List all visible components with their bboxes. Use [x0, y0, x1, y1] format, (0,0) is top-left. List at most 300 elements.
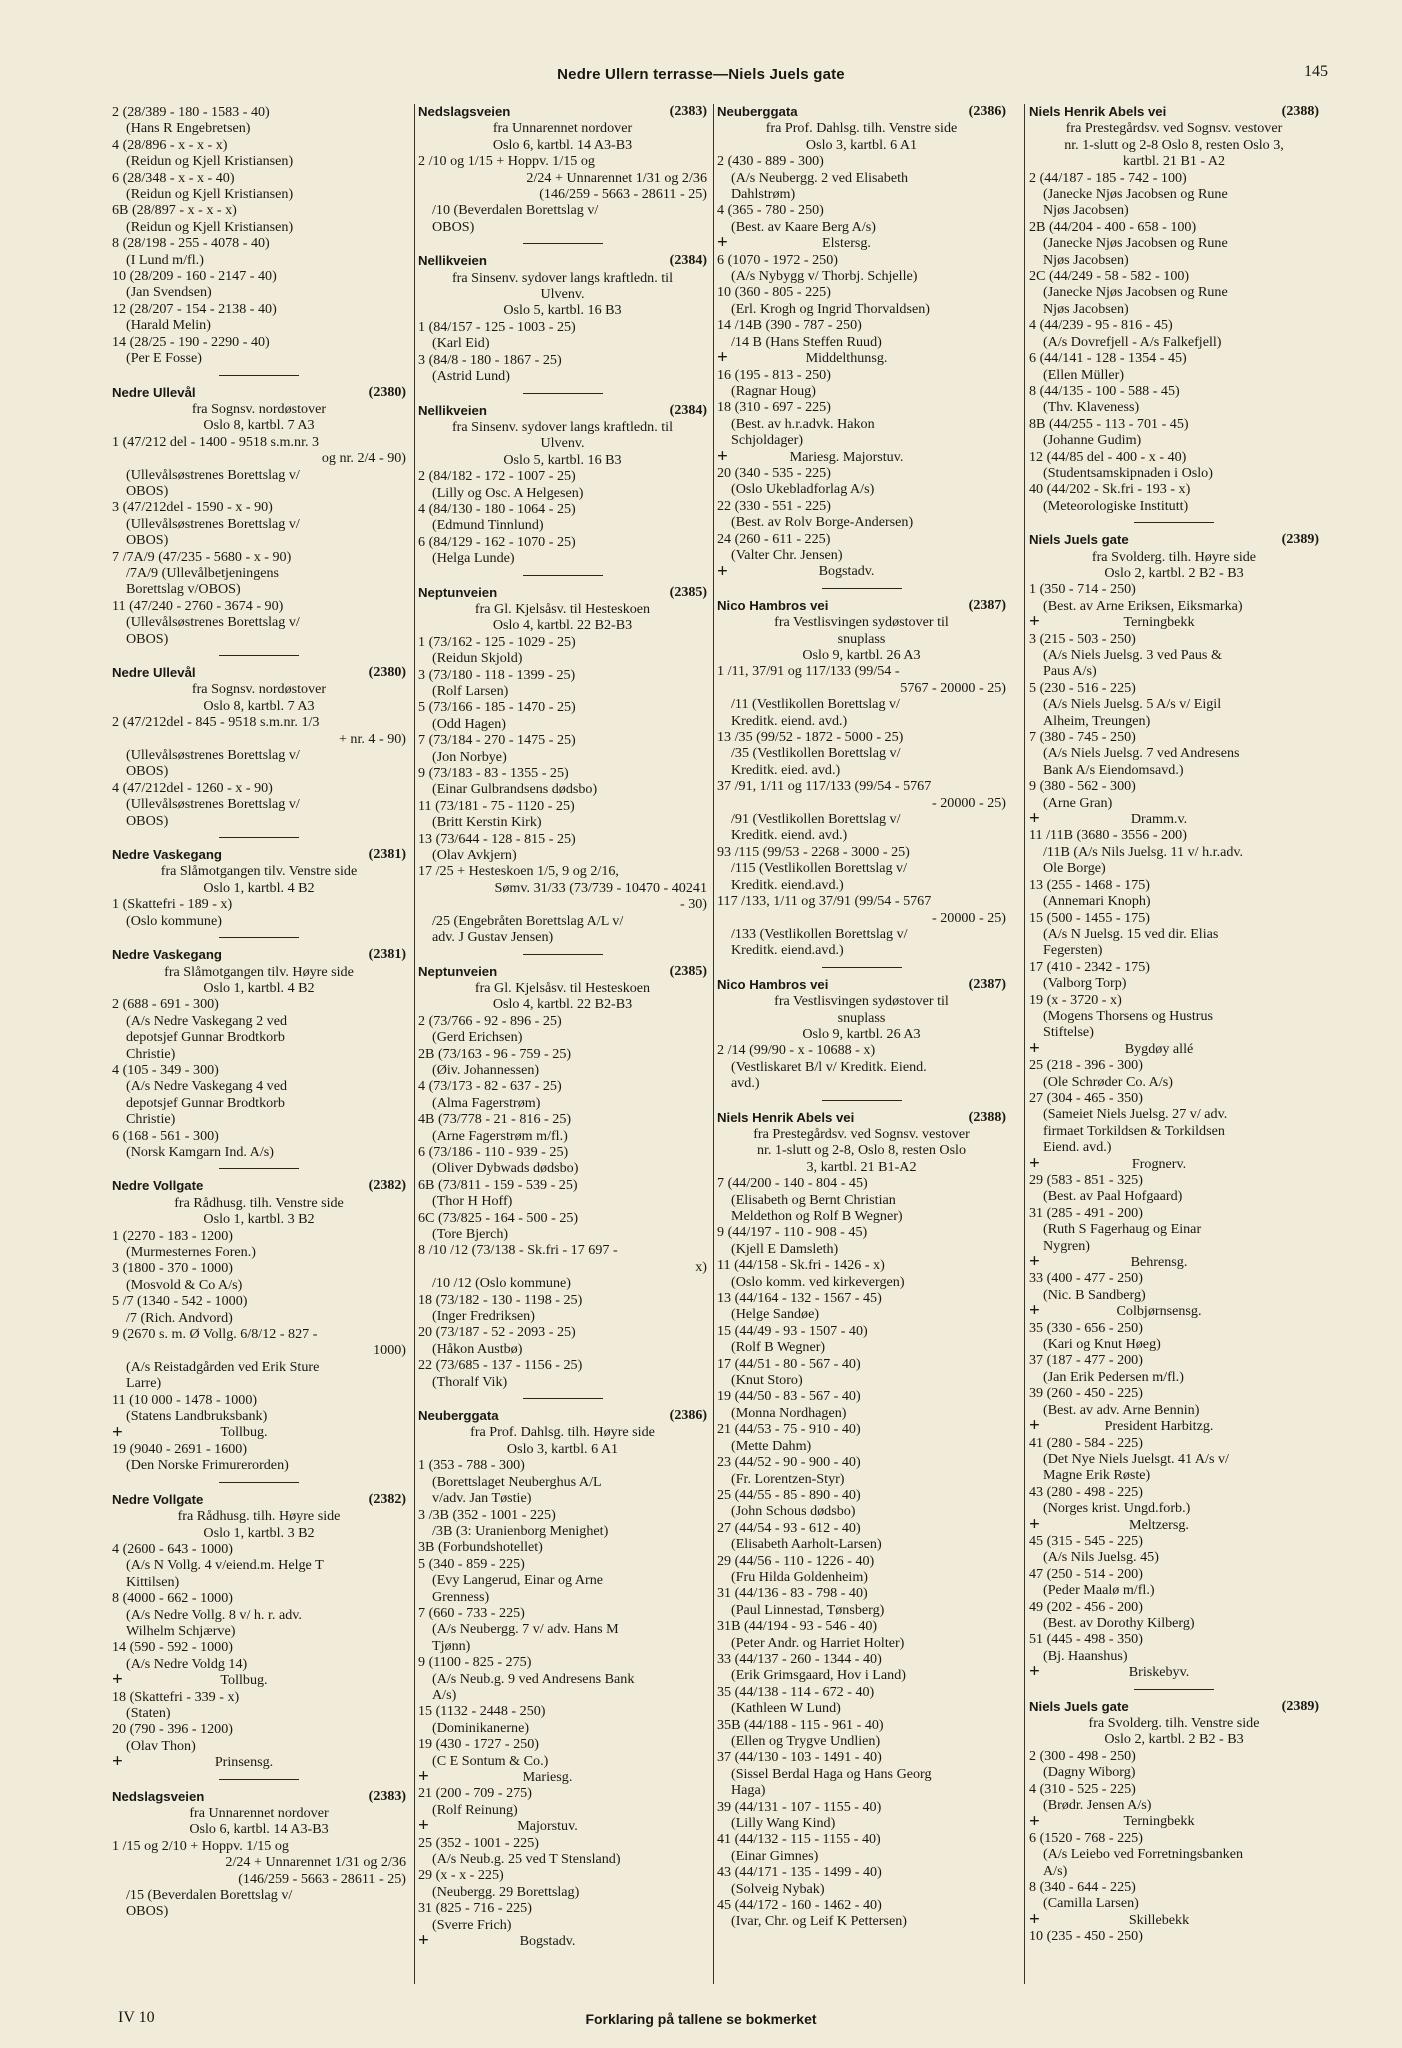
owner-line: (Janecke Njøs Jacobsen og Rune: [1043, 235, 1228, 252]
property-entry: 5 (230 - 516 - 225): [1029, 679, 1136, 696]
entry-continuation: 2/24 + Unnarennet 1/31 og 2/36: [526, 169, 707, 186]
cross-street: + Bogstadv.: [418, 1933, 707, 1949]
owner-line: (Norges krist. Ungd.forb.): [1043, 1500, 1191, 1517]
property-entry: 31 (285 - 491 - 200): [1029, 1204, 1143, 1221]
street-heading: [112, 947, 406, 963]
property-entry: 117 /133, 1/11 og 37/91 (99/54 - 5767: [717, 893, 932, 910]
owner-line: (Vestliskaret B/l v/ Kreditk. Eiend.: [731, 1058, 927, 1075]
property-entry: 21 (200 - 709 - 275): [418, 1785, 532, 1802]
owner-line: (Olav Avkjern): [432, 847, 517, 864]
cross-street: + Terningbekk: [1029, 614, 1319, 630]
street-description: fra Rådhusg. tilh. Venstre side: [174, 1194, 344, 1211]
street-name: Nedre Ullevål: [112, 665, 196, 680]
owner-line: (I Lund m/fl.): [126, 251, 204, 268]
property-entry: 9 (2670 s. m. Ø Vollg. 6/8/12 - 827 -: [112, 1326, 318, 1343]
owner-line: (Kjell E Damsleth): [731, 1240, 839, 1257]
street-code: (2387): [968, 976, 1006, 992]
street-heading: [717, 598, 1006, 614]
owner-line: (Oslo kommune): [126, 912, 222, 929]
owner-line: Stiftelse): [1043, 1024, 1094, 1041]
cross-street-name: Prinsensg.: [214, 1754, 274, 1771]
street-code: (2387): [968, 597, 1006, 613]
property-entry: 3 (1800 - 370 - 1000): [112, 1260, 233, 1277]
property-entry: 33 (44/137 - 260 - 1344 - 40): [717, 1650, 882, 1667]
cross-street-name: Bogstadv.: [818, 563, 875, 580]
street-description: Oslo 2, kartbl. 2 B2 - B3: [1104, 564, 1244, 581]
cross-street: + Bogstadv.: [717, 563, 1006, 579]
owner-line: Kreditk. eiend.avd.): [731, 942, 844, 959]
owner-line: (Edmund Tinnlund): [432, 517, 544, 534]
owner-line: (A/s Nils Juelsg. 45): [1043, 1549, 1159, 1566]
street-heading: [418, 104, 707, 120]
owner-line: (Ivar, Chr. og Leif K Pettersen): [731, 1913, 907, 1930]
cross-street-name: Meltzersg.: [1129, 1516, 1189, 1533]
owner-line: (Jan Svendsen): [126, 284, 212, 301]
owner-line: depotsjef Gunnar Brodtkorb: [126, 1029, 285, 1046]
street-description: Oslo 4, kartbl. 22 B2-B3: [492, 617, 633, 634]
owner-line: (Borettslaget Neuberghus A/L: [432, 1473, 602, 1490]
owner-line: (A/s Niels Juelsg. 3 ved Paus &: [1043, 647, 1222, 663]
street-heading: [112, 1492, 406, 1508]
owner-line: (Oliver Dybwads dødsbo): [432, 1160, 579, 1177]
street-description: Oslo 5, kartbl. 16 B3: [503, 302, 622, 319]
cross-street-name: Behrensg.: [1130, 1254, 1188, 1271]
street-description: fra Unnarennet nordover: [492, 120, 633, 137]
property-entry: 18 (Skattefri - 339 - x): [112, 1688, 240, 1705]
owner-line: (Mosvold & Co A/s): [126, 1276, 243, 1293]
cross-street: + Briskebyv.: [1029, 1664, 1319, 1680]
property-entry: 4 (44/239 - 95 - 816 - 45): [1029, 317, 1173, 334]
owner-line: (Alma Fagerstrøm): [432, 1094, 541, 1111]
property-entry: 22 (73/685 - 137 - 1156 - 25): [418, 1357, 583, 1374]
street-description: fra Vestlisvingen sydøstover til: [774, 614, 949, 631]
cross-street-name: Terningbekk: [1123, 614, 1195, 631]
property-entry: 14 (28/25 - 190 - 2290 - 40): [112, 333, 270, 350]
property-entry: 2 (84/182 - 172 - 1007 - 25): [418, 468, 576, 485]
entry-continuation: + nr. 4 - 90): [338, 730, 406, 747]
owner-line: (Fr. Lorentzen-Styr): [731, 1470, 845, 1487]
street-name: Nedslagsveien: [418, 104, 511, 119]
cross-street: + Mariesg. Majorstuv.: [717, 449, 1006, 465]
property-entry: 12 (28/207 - 154 - 2138 - 40): [112, 300, 277, 317]
owner-line: (Solveig Nybak): [731, 1880, 825, 1897]
owner-line: (Neubergg. 29 Borettslag): [432, 1883, 580, 1900]
owner-line: (John Schous dødsbo): [731, 1503, 856, 1520]
street-description: fra Gl. Kjelsåsv. til Hesteskoen: [474, 979, 651, 996]
section-divider: [418, 235, 707, 253]
owner-line: (Monna Nordhagen): [731, 1404, 847, 1421]
cross-street-name: Skillebekk: [1128, 1911, 1190, 1928]
street-description: Oslo 4, kartbl. 22 B2-B3: [492, 996, 633, 1013]
property-entry: 6 (84/129 - 162 - 1070 - 25): [418, 533, 576, 550]
property-entry: 37 /91, 1/11 og 117/133 (99/54 - 5767: [717, 778, 932, 795]
owner-line: (Best. av Dorothy Kilberg): [1043, 1614, 1195, 1631]
property-entry: 7 /7A/9 (47/235 - 5680 - x - 90): [112, 548, 292, 565]
owner-line: /3B (3: Uranienborg Menighet): [432, 1522, 609, 1539]
cross-street-name: Mariesg. Majorstuv.: [789, 448, 904, 465]
owner-line: /15 (Beverdalen Borettslag v/: [126, 1887, 293, 1904]
owner-line: (Thoralf Vik): [432, 1373, 508, 1390]
property-entry: 2 (73/766 - 92 - 896 - 25): [418, 1012, 562, 1029]
entry-continuation: Sømv. 31/33 (73/739 - 10470 - 40241: [494, 879, 707, 896]
footer-note: Forklaring på tallene se bokmerket: [585, 2011, 817, 2027]
street-description: Oslo 2, kartbl. 2 B2 - B3: [1104, 1731, 1244, 1748]
property-entry: 23 (44/52 - 90 - 900 - 40): [717, 1454, 861, 1471]
owner-line: (Jan Erik Pedersen m/fl.): [1043, 1368, 1184, 1385]
cross-street-name: Frognerv.: [1131, 1155, 1187, 1172]
street-description: fra Sinsenv. sydover langs kraftledn. til: [451, 269, 673, 286]
property-entry: 1 (Skattefri - 189 - x): [112, 896, 233, 913]
street-code: (2380): [368, 665, 406, 680]
property-entry: 43 (44/171 - 135 - 1499 - 40): [717, 1864, 882, 1881]
owner-line: Nygren): [1043, 1237, 1090, 1254]
owner-line: (Valter Chr. Jensen): [731, 546, 843, 563]
cross-street-name: Terningbekk: [1123, 1813, 1195, 1830]
cross-street: + Behrensg.: [1029, 1254, 1319, 1270]
owner-line: (Studentsamskipnaden i Oslo): [1043, 464, 1213, 481]
owner-line: (Meteorologiske Institutt): [1043, 497, 1189, 514]
street-name: Neuberggata: [418, 1408, 499, 1424]
owner-line: OBOS): [126, 812, 169, 829]
property-entry: 4 (47/212del - 1260 - x - 90): [112, 779, 273, 796]
street-code: (2382): [368, 1178, 406, 1194]
owner-line: (A/s Niels Juelsg. 5 A/s v/ Eigil: [1043, 696, 1222, 713]
property-entry: 3 (47/212del - 1590 - x - 90): [112, 499, 273, 516]
owner-line: (Camilla Larsen): [1043, 1895, 1139, 1912]
street-name: Niels Juels gate: [1029, 532, 1129, 548]
owner-line: (Hans R Engebretsen): [126, 120, 251, 137]
property-entry: 35B (44/188 - 115 - 961 - 40): [717, 1716, 884, 1733]
section-divider: [112, 1160, 406, 1178]
cross-street-name: Colbjørnsensg.: [1116, 1303, 1202, 1320]
owner-line: Fegersten): [1043, 942, 1103, 959]
column-4: [1029, 104, 1319, 1994]
property-entry: 25 (352 - 1001 - 225): [418, 1834, 539, 1851]
owner-line: Bank A/s Eiendomsavd.): [1043, 761, 1184, 778]
owner-line: /25 (Engebråten Borettslag A/L v/: [432, 912, 624, 929]
property-entry: 3 (73/180 - 118 - 1399 - 25): [418, 666, 576, 683]
property-entry: 19 (x - 3720 - x): [1029, 991, 1122, 1008]
cross-street: + Mariesg.: [418, 1769, 707, 1785]
owner-line: (Øiv. Johannessen): [432, 1061, 540, 1078]
owner-line: (Thor H Hoff): [432, 1193, 513, 1210]
owner-line: (Oslo komm. ved kirkevergen): [731, 1273, 905, 1290]
property-entry: 1 (73/162 - 125 - 1029 - 25): [418, 633, 576, 650]
owner-line: (Olav Thon): [126, 1737, 196, 1754]
street-code: (2381): [368, 847, 406, 863]
owner-line: (Ragnar Houg): [731, 382, 816, 399]
owner-line: (Ruth S Fagerhaug og Einar: [1043, 1221, 1202, 1238]
owner-line: (A/s N Juelsg. 15 ved dir. Elias: [1043, 925, 1219, 942]
property-entry: 35 (44/138 - 114 - 672 - 40): [717, 1683, 875, 1700]
property-entry: 10 (28/209 - 160 - 2147 - 40): [112, 268, 277, 285]
street-code: (2385): [669, 963, 707, 979]
owner-line: (Norsk Kamgarn Ind. A/s): [126, 1143, 274, 1160]
owner-line: Kittilsen): [126, 1573, 180, 1590]
cross-street: + Frognerv.: [1029, 1156, 1319, 1172]
property-entry: 2 (28/389 - 180 - 1583 - 40): [112, 104, 270, 120]
street-description: fra Rådhusg. tilh. Høyre side: [177, 1508, 341, 1525]
owner-line: (Einar Gimnes): [731, 1847, 819, 1864]
property-entry: 6 (28/348 - x - x - 40): [112, 169, 235, 186]
property-entry: 22 (330 - 551 - 225): [717, 497, 831, 514]
street-description: fra Gl. Kjelsåsv. til Hesteskoen: [474, 600, 651, 617]
owner-line: (Helga Lunde): [432, 550, 515, 567]
owner-line: (Ullevålsøstrenes Borettslag v/: [126, 614, 300, 631]
property-entry: 14 /14B (390 - 787 - 250): [717, 317, 862, 334]
owner-line: (Arne Fagerstrøm m/fl.): [432, 1127, 568, 1144]
owner-line: Christie): [126, 1045, 176, 1062]
owner-line: (Det Nye Niels Juelsgt. 41 A/s v/: [1043, 1450, 1229, 1467]
owner-line: (Fru Hilda Goldenheim): [731, 1568, 868, 1585]
entry-continuation: og nr. 2/4 - 90): [321, 450, 406, 467]
property-entry: 2 (44/187 - 185 - 742 - 100): [1029, 169, 1187, 186]
owner-line: (A/s Nedre Voldg 14): [126, 1655, 248, 1672]
property-entry: 20 (73/187 - 52 - 2093 - 25): [418, 1324, 576, 1341]
property-entry: 25 (44/55 - 85 - 890 - 40): [717, 1486, 861, 1503]
street-name: Niels Juels gate: [1029, 1698, 1129, 1714]
street-code: (2383): [368, 1788, 406, 1804]
running-header-title: Nedre Ullern terrasse—Niels Juels gate: [557, 66, 845, 83]
entry-continuation: - 20000 - 25): [932, 794, 1006, 811]
owner-line: Haga): [731, 1782, 766, 1799]
owner-line: (Rolf B Wegner): [731, 1339, 826, 1356]
owner-line: Kreditk. eiend. avd.): [731, 712, 848, 729]
property-entry: 13 /35 (99/52 - 1872 - 5000 - 25): [717, 729, 904, 746]
property-entry: 15 (500 - 1455 - 175): [1029, 909, 1150, 926]
owner-line: (A/s Neub.g. 25 ved T Stensland): [432, 1851, 621, 1868]
owner-line: (Statens Landbruksbank): [126, 1408, 268, 1425]
property-entry: 8B (44/255 - 113 - 701 - 45): [1029, 415, 1189, 432]
cross-street: + Colbjørnsensg.: [1029, 1303, 1319, 1319]
owner-line: (Ullevålsøstrenes Borettslag v/: [126, 466, 300, 483]
property-entry: 1 (2270 - 183 - 1200): [112, 1227, 233, 1244]
street-code: (2385): [669, 584, 707, 600]
owner-line: (Mette Dahm): [731, 1437, 812, 1454]
cross-street: + President Harbitzg.: [1029, 1418, 1319, 1434]
property-entry: 2 /10 og 1/15 + Hoppv. 1/15 og: [418, 153, 595, 170]
property-entry: 37 (187 - 477 - 200): [1029, 1352, 1143, 1369]
owner-line: Eiend. avd.): [1043, 1139, 1112, 1156]
street-description: Oslo 3, kartbl. 6 A1: [805, 136, 918, 153]
owner-line: OBOS): [126, 1903, 169, 1920]
cross-street: + Prinsensg.: [112, 1754, 406, 1770]
owner-line: Larre): [126, 1375, 162, 1392]
owner-line: /10 (Beverdalen Borettslag v/: [432, 202, 599, 219]
owner-line: A/s): [432, 1686, 457, 1703]
property-entry: 2B (73/163 - 96 - 759 - 25): [418, 1045, 572, 1062]
owner-line: Grenness): [432, 1588, 490, 1605]
street-code: (2383): [669, 104, 707, 119]
owner-line: (A/s Neubergg. 7 v/ adv. Hans M: [432, 1621, 619, 1638]
property-entry: 33 (400 - 477 - 250): [1029, 1270, 1143, 1287]
column-3: [717, 104, 1006, 1994]
owner-line: (Best. av Kaare Berg A/s): [731, 218, 876, 235]
street-heading: [418, 403, 707, 419]
owner-line: (Staten): [126, 1704, 171, 1721]
property-entry: 9 (73/183 - 83 - 1355 - 25): [418, 765, 569, 782]
street-name: Nedre Vaskegang: [112, 847, 222, 863]
street-description: Oslo 6, kartbl. 14 A3-B3: [189, 1821, 329, 1838]
section-divider: [112, 1771, 406, 1789]
owner-line: OBOS): [432, 218, 475, 235]
street-description: fra Slåmotgangen tilv. Venstre side: [160, 863, 358, 880]
property-entry: 6 (1070 - 1972 - 250): [717, 251, 838, 268]
street-name: Nico Hambros vei: [717, 976, 829, 992]
section-divider: [418, 1390, 707, 1408]
street-description: snuplass: [837, 1009, 886, 1026]
owner-line: (Sissel Berdal Haga og Hans Georg: [731, 1765, 932, 1782]
street-name: Nedre Vollgate: [112, 1178, 204, 1194]
property-entry: 11 /11B (3680 - 3556 - 200): [1029, 827, 1187, 844]
owner-line: adv. J Gustav Jensen): [432, 929, 554, 946]
street-heading: [112, 1178, 406, 1194]
property-entry: 18 (73/182 - 130 - 1198 - 25): [418, 1291, 583, 1308]
property-entry: 45 (44/172 - 160 - 1462 - 40): [717, 1897, 882, 1914]
property-entry: 6 (168 - 561 - 300): [112, 1127, 219, 1144]
owner-line: depotsjef Gunnar Brodtkorb: [126, 1094, 285, 1111]
property-entry: 6 (1520 - 768 - 225): [1029, 1829, 1143, 1846]
street-description: Ulvenv.: [540, 286, 585, 303]
owner-line: (Lilly Wang Kind): [731, 1815, 836, 1832]
footer-signature: IV 10: [118, 2009, 155, 2026]
property-entry: 39 (260 - 450 - 225): [1029, 1385, 1143, 1402]
property-entry: 1 /15 og 2/10 + Hoppv. 1/15 og: [112, 1837, 289, 1854]
cross-street: + Terningbekk: [1029, 1813, 1319, 1829]
property-entry: 25 (218 - 396 - 300): [1029, 1057, 1143, 1074]
owner-line: (Best. av Rolv Borge-Andersen): [731, 514, 914, 531]
owner-line: (Britt Kerstin Kirk): [432, 814, 542, 831]
property-entry: 41 (44/132 - 115 - 1155 - 40): [717, 1831, 881, 1848]
owner-line: (Inger Fredriksen): [432, 1308, 535, 1325]
entry-continuation: (146/259 - 5663 - 28611 - 25): [539, 186, 707, 203]
property-entry: 6 (73/186 - 110 - 939 - 25): [418, 1143, 569, 1160]
property-entry: 24 (260 - 611 - 225): [717, 530, 831, 547]
owner-line: Alheim, Treungen): [1043, 712, 1151, 729]
property-entry: 8 (44/135 - 100 - 588 - 45): [1029, 382, 1180, 399]
owner-line: /10 /12 (Oslo kommune): [432, 1275, 571, 1292]
property-entry: 3 /3B (352 - 1001 - 225): [418, 1506, 556, 1523]
owner-line: (Dominikanerne): [432, 1719, 530, 1736]
property-entry: 4 (28/896 - x - x - x): [112, 136, 228, 153]
property-entry: 13 (255 - 1468 - 175): [1029, 876, 1150, 893]
owner-line: (Ullevålsøstrenes Borettslag v/: [126, 515, 300, 532]
owner-line: Christie): [126, 1111, 176, 1128]
street-heading: [418, 585, 707, 601]
owner-line: Dahlstrøm): [731, 186, 796, 203]
owner-line: (Erl. Krogh og Ingrid Thorvaldsen): [731, 300, 930, 317]
owner-line: Schjoldager): [731, 432, 804, 449]
property-entry: 7 (73/184 - 270 - 1475 - 25): [418, 732, 576, 749]
cross-street-name: Briskebyv.: [1128, 1664, 1190, 1681]
street-code: (2384): [669, 402, 707, 418]
street-heading: [717, 104, 1006, 120]
cross-street-name: Mariesg.: [522, 1769, 573, 1785]
column-1: [112, 104, 406, 1994]
property-entry: 5 /7 (1340 - 542 - 1000): [112, 1293, 248, 1310]
owner-line: Njøs Jacobsen): [1043, 300, 1129, 317]
owner-line: (Ellen og Trygve Undlien): [731, 1733, 881, 1749]
street-description: fra Prof. Dahlsg. tilh. Venstre side: [765, 120, 958, 137]
owner-line: (Best. av Arne Eriksen, Eiksmarka): [1043, 597, 1243, 614]
street-name: Nellikveien: [418, 402, 487, 418]
cross-street: + Bygdøy allé: [1029, 1041, 1319, 1057]
property-entry: 19 (430 - 1727 - 250): [418, 1736, 539, 1753]
owner-line: (A/s Nedre Vaskegang 4 ved: [126, 1078, 287, 1095]
owner-line: (Murmesternes Foren.): [126, 1244, 256, 1260]
owner-line: (A/s Reistadgården ved Erik Sture: [126, 1358, 320, 1375]
street-description: fra Vestlisvingen sydøstover til: [774, 993, 949, 1010]
owner-line: Borettslag v/OBOS): [126, 581, 241, 598]
street-description: fra Slåmotgangen tilv. Høyre side: [164, 963, 354, 980]
street-description: Oslo 9, kartbl. 26 A3: [802, 1025, 921, 1042]
owner-line: /35 (Vestlikollen Borettslag v/: [731, 745, 901, 762]
property-entry: 29 (44/56 - 110 - 1226 - 40): [717, 1552, 875, 1569]
street-name: Nedre Vollgate: [112, 1491, 204, 1507]
section-divider: [112, 1474, 406, 1492]
owner-line: firmaet Torkildsen & Torkildsen: [1043, 1122, 1225, 1139]
street-heading: [1029, 1699, 1319, 1715]
entry-continuation: 2/24 + Unnarennet 1/31 og 2/36: [225, 1854, 406, 1871]
owner-line: (Knut Storo): [731, 1372, 803, 1389]
property-entry: 27 (304 - 465 - 350): [1029, 1089, 1143, 1106]
property-entry: 3B (Forbundshotellet): [418, 1539, 543, 1556]
street-description: Oslo 5, kartbl. 16 B3: [503, 451, 622, 468]
street-description: fra Svolderg. tilh. Venstre side: [1088, 1715, 1260, 1731]
section-divider: [1029, 1681, 1319, 1699]
owner-line: (Tore Bjerch): [432, 1226, 509, 1242]
property-entry: 29 (583 - 851 - 325): [1029, 1172, 1143, 1188]
cross-street-name: Bogstadv.: [519, 1933, 576, 1950]
owner-line: (Den Norske Frimurerorden): [126, 1457, 289, 1474]
property-entry: 10 (235 - 450 - 250): [1029, 1928, 1143, 1945]
owner-line: OBOS): [126, 630, 169, 647]
street-name: Niels Henrik Abels vei: [1029, 104, 1167, 119]
entry-continuation: (146/259 - 5663 - 28611 - 25): [238, 1870, 406, 1887]
owner-line: (A/s Nedre Vaskegang 2 ved: [126, 1012, 287, 1029]
owner-line: OBOS): [126, 532, 169, 549]
owner-line: (Ole Schrøder Co. A/s): [1043, 1073, 1173, 1090]
property-entry: 39 (44/131 - 107 - 1155 - 40): [717, 1798, 882, 1815]
owner-line: (Janecke Njøs Jacobsen og Rune: [1043, 186, 1228, 203]
section-divider: [112, 929, 406, 947]
owner-line: (Sameiet Niels Juelsg. 27 v/ adv.: [1043, 1106, 1228, 1123]
owner-line: v/adv. Jan Tøstie): [432, 1490, 532, 1507]
owner-line: Njøs Jacobsen): [1043, 251, 1129, 268]
owner-line: /11 (Vestlikollen Borettslag v/: [731, 696, 900, 713]
owner-line: (Ellen Müller): [1043, 366, 1125, 383]
owner-line: OBOS): [126, 482, 169, 499]
property-entry: 31B (44/194 - 93 - 546 - 40): [717, 1618, 878, 1635]
street-description: fra Prestegårdsv. ved Sognsv. vestover: [1065, 120, 1283, 137]
property-entry: 51 (445 - 498 - 350): [1029, 1631, 1143, 1648]
owner-line: (Reidun og Kjell Kristiansen): [126, 153, 294, 170]
property-entry: 6B (73/811 - 159 - 539 - 25): [418, 1176, 578, 1193]
cross-street: + Elstersg.: [717, 235, 1006, 251]
owner-line: (Best. av adv. Arne Bennin): [1043, 1401, 1200, 1418]
owner-line: avd.): [731, 1075, 760, 1092]
cross-street: + Majorstuv.: [418, 1818, 707, 1834]
property-entry: 19 (9040 - 2691 - 1600): [112, 1440, 248, 1457]
property-entry: 6B (28/897 - x - x - x): [112, 202, 237, 219]
owner-line: /133 (Vestlikollen Borettslag v/: [731, 925, 908, 942]
property-entry: 11 (47/240 - 2760 - 3674 - 90): [112, 597, 284, 614]
owner-line: (Thv. Klaveness): [1043, 399, 1140, 416]
property-entry: 2 (430 - 889 - 300): [717, 153, 824, 170]
owner-line: /11B (A/s Nils Juelsg. 11 v/ h.r.adv.: [1043, 843, 1244, 860]
owner-line: (Dagny Wiborg): [1043, 1764, 1136, 1781]
owner-line: Meldethon og Rolf B Wegner): [731, 1208, 903, 1224]
